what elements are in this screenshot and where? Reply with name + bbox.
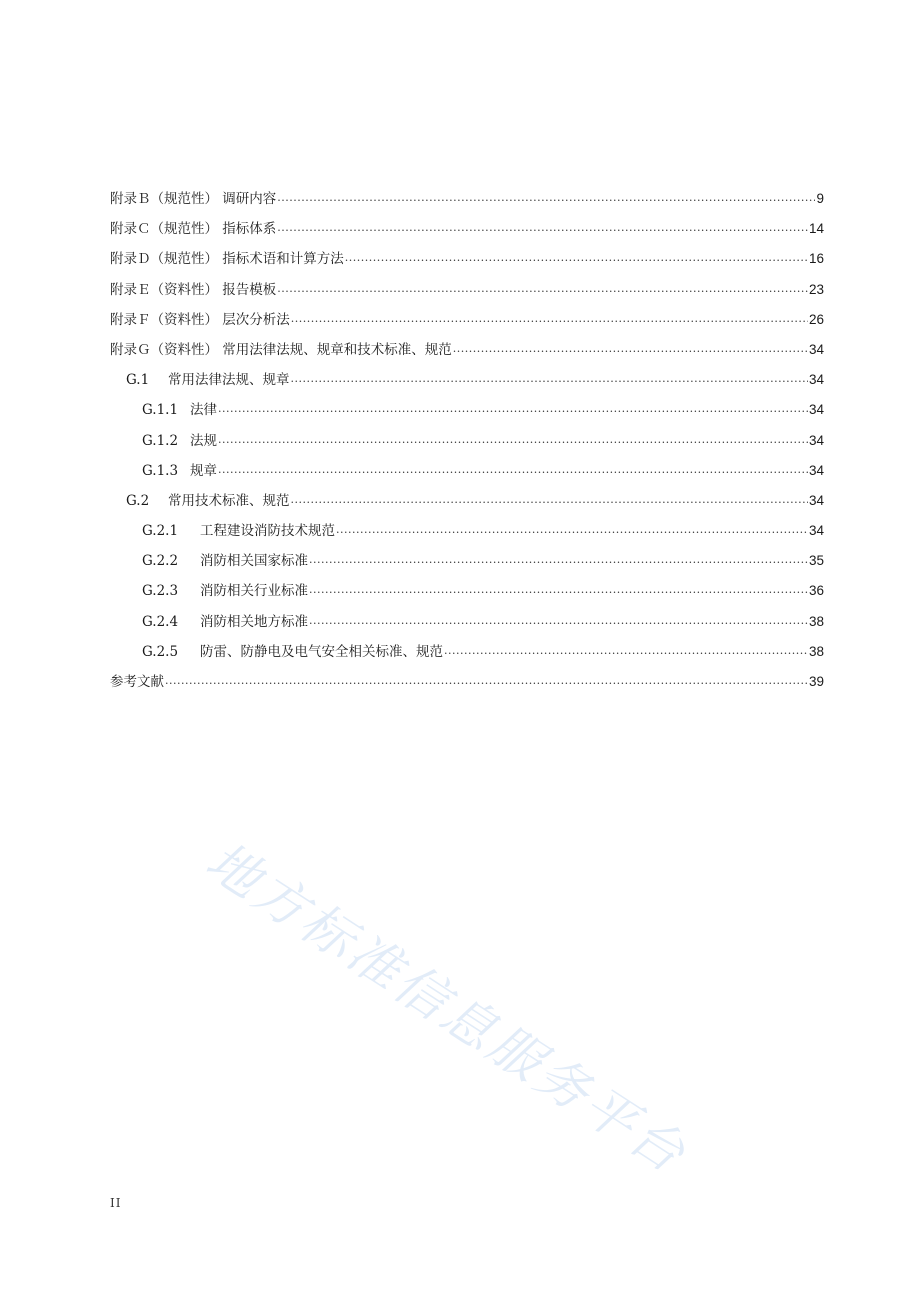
toc-entry-appendix-f[interactable] bbox=[110, 305, 824, 335]
toc-entry-title: 消防相关行业标准 bbox=[200, 583, 308, 600]
toc-entry-title: 参考文献 bbox=[110, 674, 164, 690]
toc-leader-dots bbox=[277, 182, 815, 213]
toc-section-number: G.1 bbox=[126, 372, 150, 389]
toc-entry-title: 规章 bbox=[190, 462, 217, 479]
toc-leader-dots bbox=[291, 363, 808, 394]
toc-entry-title: 附录Ｄ（规范性） 指标术语和计算方法 bbox=[110, 251, 344, 268]
toc-entry-appendix-e[interactable] bbox=[110, 275, 824, 305]
toc-page-number: 39 bbox=[808, 674, 824, 689]
toc-leader-dots bbox=[277, 273, 808, 304]
toc-entry-g2-3[interactable] bbox=[110, 576, 824, 606]
toc-leader-dots bbox=[291, 303, 808, 334]
toc-section-number: G.1.2 bbox=[142, 432, 179, 449]
toc-leader-dots bbox=[453, 333, 808, 364]
toc-entry-appendix-c[interactable] bbox=[110, 214, 824, 244]
toc-page-number: 26 bbox=[808, 311, 824, 327]
toc-leader-dots bbox=[444, 635, 808, 666]
toc-leader-dots bbox=[218, 424, 808, 455]
toc-page-number: 34 bbox=[808, 492, 824, 508]
toc-entry-title: 防雷、防静电及电气安全相关标准、规范 bbox=[200, 643, 443, 660]
toc-page-number: 36 bbox=[808, 583, 824, 599]
toc-entry-title: 常用技术标准、规范 bbox=[168, 492, 290, 509]
toc-leader-dots bbox=[309, 544, 808, 575]
toc-entry-title: 附录Ｃ（规范性） 指标体系 bbox=[110, 221, 277, 238]
toc-section-number: G.2.1 bbox=[142, 523, 179, 540]
toc-page-number: 23 bbox=[808, 281, 824, 297]
toc-section-number: G.2.3 bbox=[142, 583, 179, 600]
toc-entry-references[interactable] bbox=[110, 667, 824, 697]
toc-page-number: 34 bbox=[808, 341, 824, 357]
toc-entry-g1-3[interactable] bbox=[110, 456, 824, 486]
toc-entry-g1-2[interactable] bbox=[110, 426, 824, 456]
table-of-contents bbox=[110, 184, 824, 697]
toc-entry-title: 附录Ｂ（规范性） 调研内容 bbox=[110, 191, 277, 207]
toc-entry-title: 工程建设消防技术规范 bbox=[200, 523, 335, 540]
toc-leader-dots bbox=[218, 454, 808, 485]
toc-entry-title: 法律 bbox=[190, 402, 217, 419]
toc-leader-dots bbox=[218, 393, 808, 424]
toc-entry-title: 消防相关国家标准 bbox=[200, 553, 308, 570]
toc-entry-g2-4[interactable] bbox=[110, 607, 824, 637]
toc-leader-dots bbox=[277, 212, 808, 243]
toc-section-number: G.2.5 bbox=[142, 643, 179, 660]
toc-page-number: 34 bbox=[808, 432, 824, 448]
toc-leader-dots bbox=[291, 484, 808, 515]
toc-page-number: 9 bbox=[816, 191, 824, 206]
toc-leader-dots bbox=[345, 242, 808, 273]
toc-section-number: G.2 bbox=[126, 492, 150, 509]
toc-page-number: 16 bbox=[808, 251, 824, 267]
toc-entry-g1[interactable] bbox=[110, 365, 824, 395]
toc-page-number: 38 bbox=[808, 613, 824, 629]
toc-page-number: 34 bbox=[808, 462, 824, 478]
toc-entry-title: 消防相关地方标准 bbox=[200, 613, 308, 630]
toc-page-number: 34 bbox=[808, 372, 824, 388]
toc-section-number: G.1.3 bbox=[142, 462, 179, 479]
toc-entry-appendix-b[interactable] bbox=[110, 184, 824, 214]
toc-page-number: 34 bbox=[808, 523, 824, 539]
toc-entry-g2-5[interactable] bbox=[110, 637, 824, 667]
toc-section-number: G.1.1 bbox=[142, 402, 179, 419]
toc-page-number: 35 bbox=[808, 553, 824, 569]
toc-page-number: 38 bbox=[808, 643, 824, 659]
toc-entry-appendix-g[interactable] bbox=[110, 335, 824, 365]
toc-page-number: 34 bbox=[808, 402, 824, 418]
watermark-text: 地方标准信息服务平台 bbox=[195, 830, 698, 1187]
toc-leader-dots bbox=[165, 665, 808, 696]
toc-entry-title: 附录Ｅ（资料性） 报告模板 bbox=[110, 281, 277, 298]
toc-entry-title: 法规 bbox=[190, 432, 217, 449]
toc-entry-g1-1[interactable] bbox=[110, 395, 824, 425]
toc-entry-g2-2[interactable] bbox=[110, 546, 824, 576]
toc-entry-appendix-d[interactable] bbox=[110, 244, 824, 274]
toc-page-number: 14 bbox=[808, 221, 824, 237]
toc-entry-title: 常用法律法规、规章 bbox=[168, 372, 290, 389]
toc-section-number: G.2.2 bbox=[142, 553, 179, 570]
toc-entry-title: 附录Ｆ（资料性） 层次分析法 bbox=[110, 311, 290, 328]
toc-leader-dots bbox=[336, 514, 808, 545]
toc-entry-g2-1[interactable] bbox=[110, 516, 824, 546]
toc-section-number: G.2.4 bbox=[142, 613, 179, 630]
toc-leader-dots bbox=[309, 574, 808, 605]
toc-entry-g2[interactable] bbox=[110, 486, 824, 516]
toc-entry-title: 附录Ｇ（资料性） 常用法律法规、规章和技术标准、规范 bbox=[110, 341, 452, 358]
page-number: II bbox=[110, 1196, 122, 1210]
toc-leader-dots bbox=[309, 605, 808, 636]
